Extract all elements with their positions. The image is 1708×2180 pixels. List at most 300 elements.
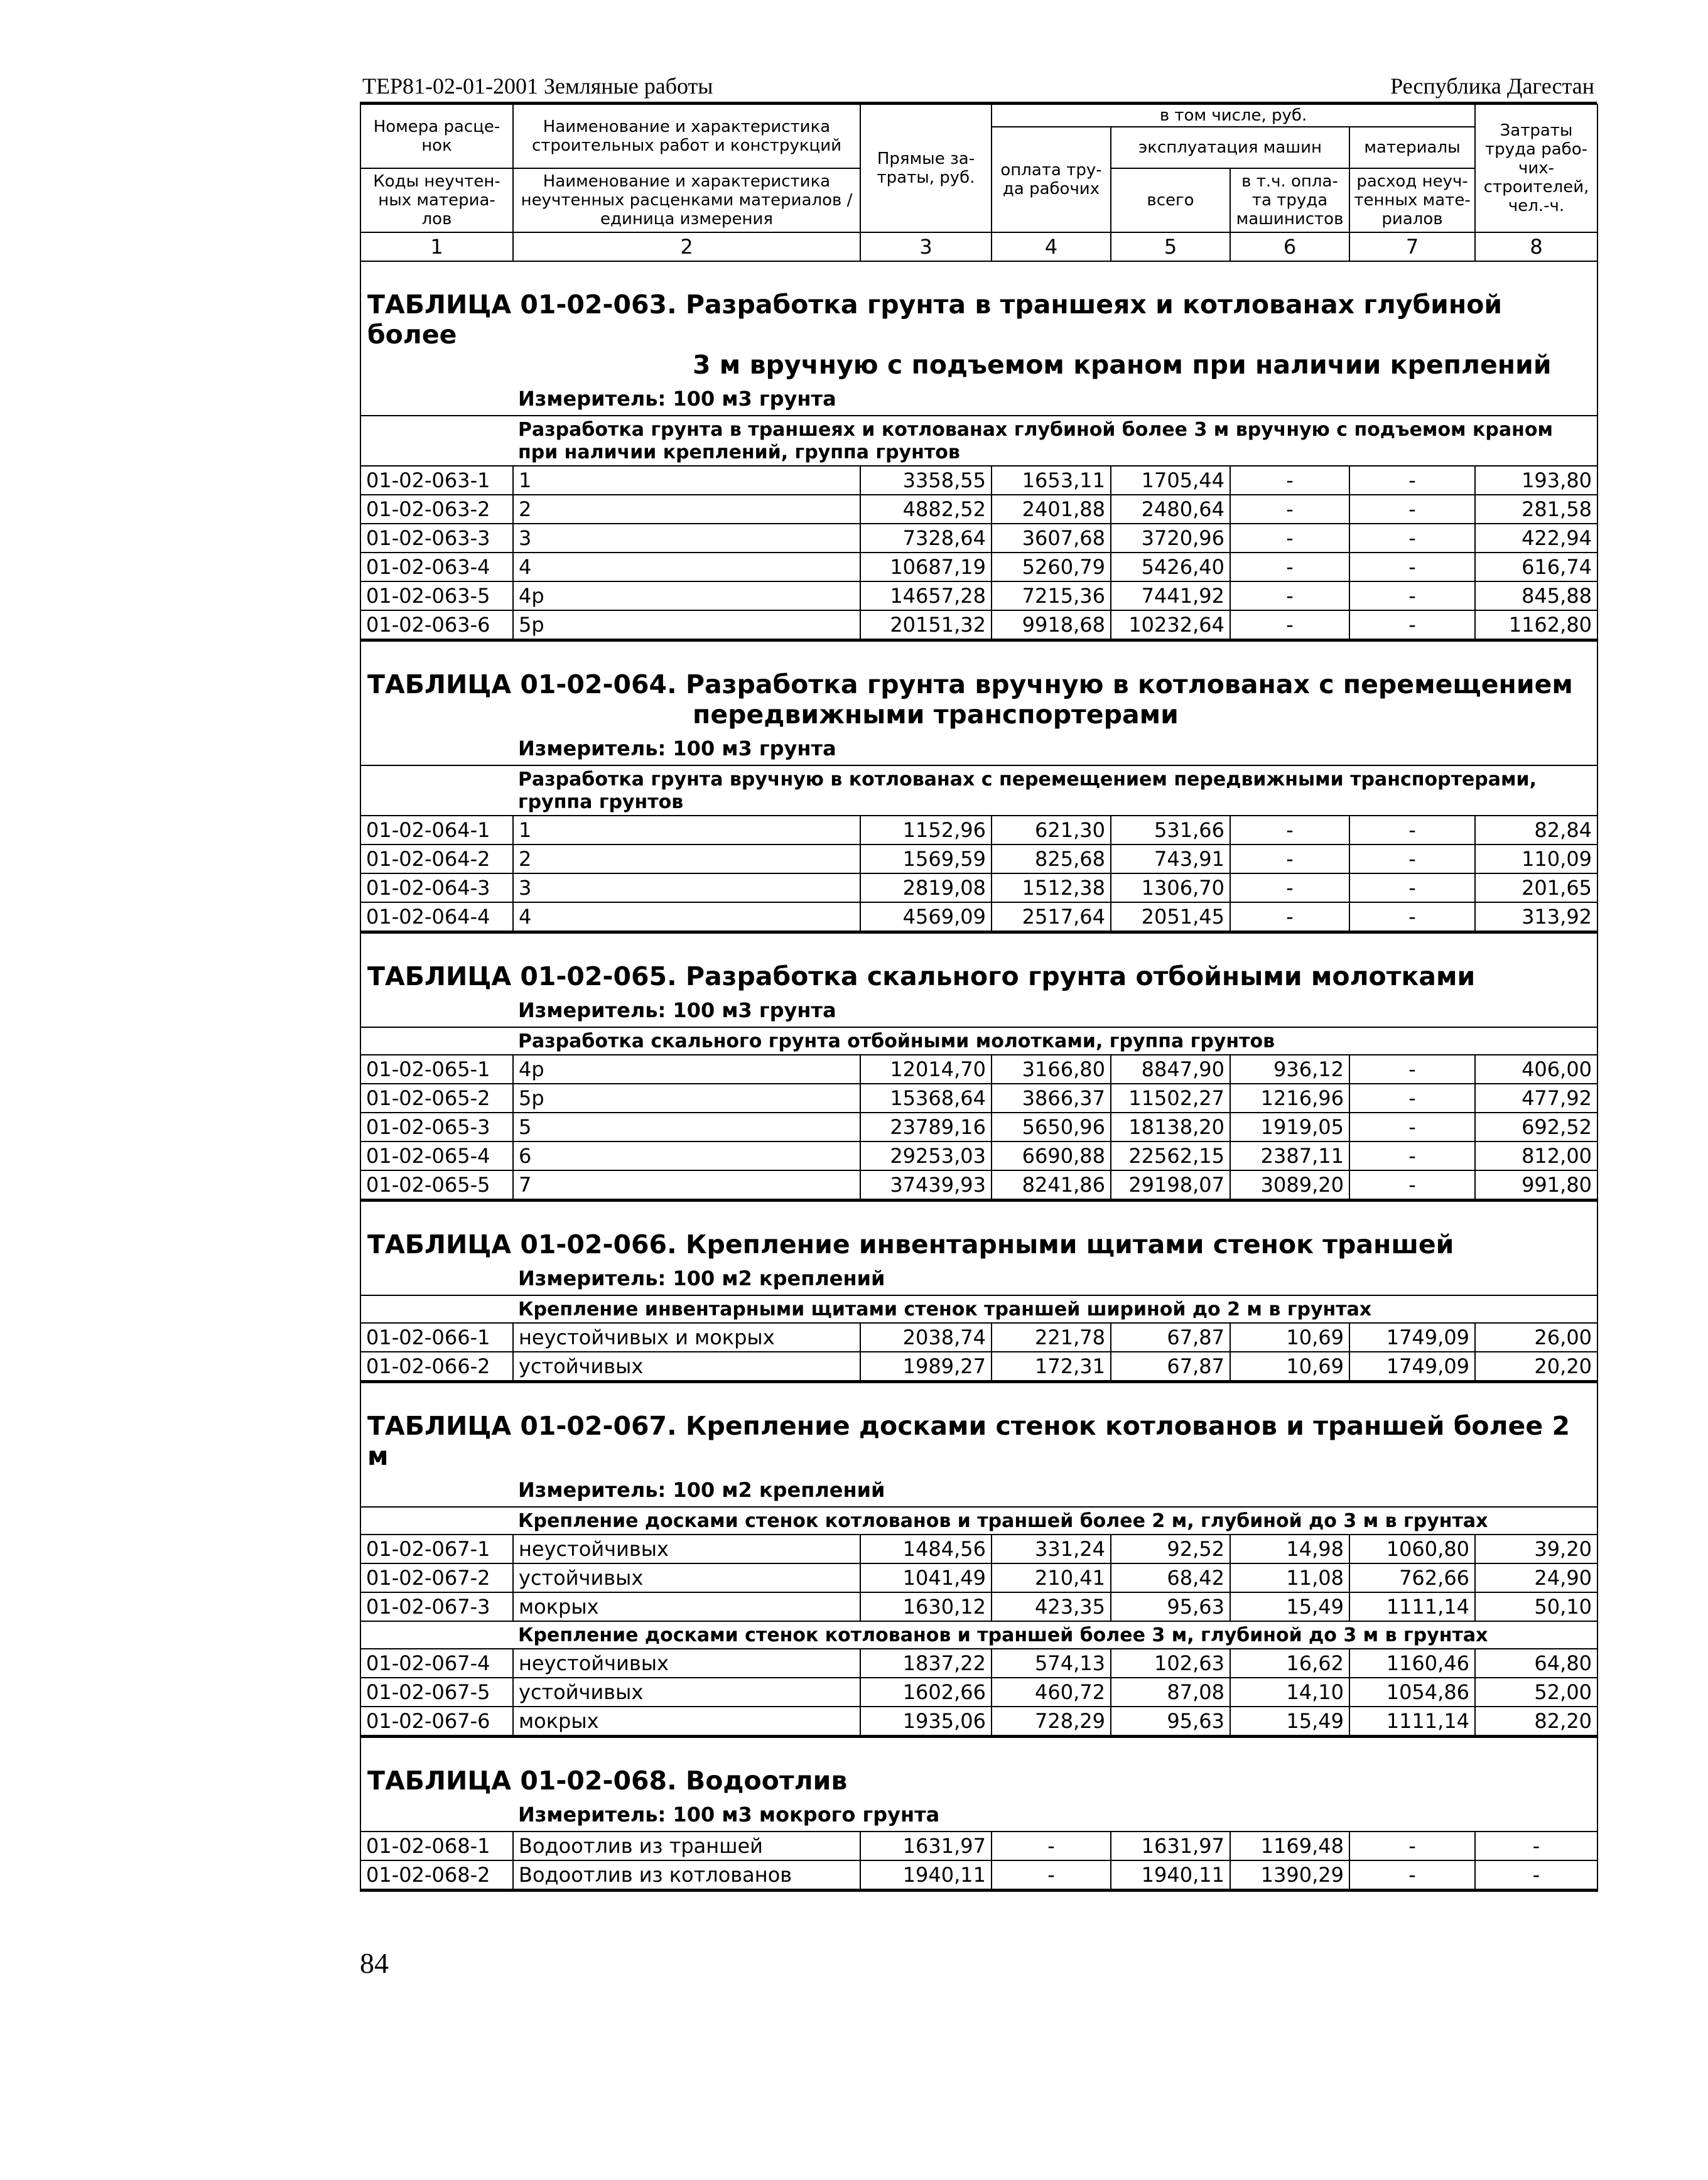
direct-costs: 37439,93	[860, 1170, 992, 1201]
machines-total: 1705,44	[1111, 466, 1230, 495]
header-rate-numbers: Номера расце-нок	[360, 104, 513, 168]
operators-pay: -	[1230, 524, 1349, 553]
column-number: 3	[860, 232, 992, 261]
subheading-row	[360, 1295, 1597, 1323]
rate-code: 01-02-067-4	[360, 1649, 513, 1678]
table-title	[361, 262, 1597, 382]
work-description: 3	[513, 524, 860, 553]
table-row	[360, 1323, 1597, 1352]
machines-total: 29198,07	[1111, 1170, 1230, 1201]
header-labor-costs: Затраты труда рабо-чих-строителей, чел.-ч.	[1475, 104, 1597, 232]
table-row	[360, 1141, 1597, 1170]
header-materials: материалы	[1349, 127, 1475, 168]
document-page	[360, 69, 1597, 1892]
header-machines-total: всего	[1111, 168, 1230, 232]
direct-costs: 23789,16	[860, 1113, 992, 1141]
operators-pay: 1919,05	[1230, 1113, 1349, 1141]
workers-pay: 2401,88	[992, 495, 1111, 524]
running-header	[360, 69, 1597, 104]
work-description: 1	[513, 816, 860, 844]
direct-costs: 1940,11	[860, 1860, 992, 1891]
labor-hours: 82,20	[1475, 1707, 1597, 1737]
direct-costs: 1152,96	[860, 816, 992, 844]
column-number: 8	[1475, 232, 1597, 261]
operators-pay: 11,08	[1230, 1563, 1349, 1592]
operators-pay: 10,69	[1230, 1352, 1349, 1382]
operators-pay: 1169,48	[1230, 1832, 1349, 1860]
table-title-text: Разработка грунта вручную в котлованах с перемещением	[685, 669, 1573, 699]
group-subheading: Разработка скального грунта отбойными молотками, группа грунтов	[360, 1027, 1597, 1055]
table-meter-row	[360, 1262, 1597, 1295]
column-header	[360, 104, 1597, 261]
group-subheading: Разработка грунта вручную в котлованах с перемещением передвижными транспортерами, группа грунтов	[360, 765, 1597, 816]
rate-code: 01-02-067-2	[360, 1563, 513, 1592]
materials-cost: -	[1349, 844, 1475, 873]
table-row	[360, 1113, 1597, 1141]
operators-pay: 1390,29	[1230, 1860, 1349, 1891]
machines-total: 531,66	[1111, 816, 1230, 844]
workers-pay: 9918,68	[992, 610, 1111, 640]
materials-cost: -	[1349, 1860, 1475, 1891]
header-region: Республика Дагестан	[1390, 73, 1594, 99]
header-unaccounted-materials: расход неуч-тенных мате-риалов	[1349, 168, 1475, 232]
workers-pay: 3866,37	[992, 1084, 1111, 1113]
machines-total: 68,42	[1111, 1563, 1230, 1592]
direct-costs: 20151,32	[860, 610, 992, 640]
table-title-text: Водоотлив	[685, 1766, 848, 1796]
table-number: ТАБЛИЦА 01-02-067.	[367, 1411, 677, 1441]
table-row	[360, 553, 1597, 581]
table-row	[360, 1055, 1597, 1084]
table-row	[360, 610, 1597, 640]
operators-pay: -	[1230, 902, 1349, 932]
rate-code: 01-02-063-4	[360, 553, 513, 581]
rate-code: 01-02-067-5	[360, 1678, 513, 1707]
rates-table	[360, 104, 1598, 1892]
table-meter-row	[360, 1474, 1597, 1507]
materials-cost: 1060,80	[1349, 1535, 1475, 1563]
work-description: мокрых	[513, 1707, 860, 1737]
materials-cost: -	[1349, 1113, 1475, 1141]
work-description: неустойчивых	[513, 1535, 860, 1563]
work-description: 5р	[513, 610, 860, 640]
group-subheading: Крепление инвентарными щитами стенок траншей шириной до 2 м в грунтах	[360, 1295, 1597, 1323]
rate-code: 01-02-067-1	[360, 1535, 513, 1563]
machines-total: 22562,15	[1111, 1141, 1230, 1170]
work-description: 5р	[513, 1084, 860, 1113]
workers-pay: -	[992, 1860, 1111, 1891]
table-title-text: Крепление инвентарными щитами стенок траншей	[685, 1229, 1454, 1260]
workers-pay: 574,13	[992, 1649, 1111, 1678]
workers-pay: 423,35	[992, 1592, 1111, 1621]
workers-pay: 210,41	[992, 1563, 1111, 1592]
operators-pay: -	[1230, 844, 1349, 873]
table-title-row	[360, 932, 1597, 995]
direct-costs: 1631,97	[860, 1832, 992, 1860]
subheading-row	[360, 1507, 1597, 1535]
work-description: устойчивых	[513, 1352, 860, 1382]
table-meter: Измеритель: 100 м3 мокрого грунта	[360, 1798, 1597, 1832]
materials-cost: -	[1349, 816, 1475, 844]
table-meter-row	[360, 382, 1597, 416]
work-description: 5	[513, 1113, 860, 1141]
table-title-continuation: передвижными транспортерами	[693, 699, 1179, 730]
rate-code: 01-02-068-2	[360, 1860, 513, 1891]
materials-cost: -	[1349, 1832, 1475, 1860]
column-number: 6	[1230, 232, 1349, 261]
table-meter: Измеритель: 100 м3 грунта	[360, 732, 1597, 765]
column-number: 4	[992, 232, 1111, 261]
rate-code: 01-02-067-6	[360, 1707, 513, 1737]
labor-hours: 64,80	[1475, 1649, 1597, 1678]
operators-pay: -	[1230, 466, 1349, 495]
subheading-row	[360, 1027, 1597, 1055]
group-subheading: Крепление досками стенок котлованов и траншей более 3 м, глубиной до 3 м в грунтах	[360, 1621, 1597, 1649]
operators-pay: 16,62	[1230, 1649, 1349, 1678]
workers-pay: 728,29	[992, 1707, 1111, 1737]
labor-hours: 616,74	[1475, 553, 1597, 581]
direct-costs: 10687,19	[860, 553, 992, 581]
rate-code: 01-02-064-2	[360, 844, 513, 873]
direct-costs: 1484,56	[860, 1535, 992, 1563]
materials-cost: 1160,46	[1349, 1649, 1475, 1678]
group-subheading: Разработка грунта в траншеях и котлованах глубиной более 3 м вручную с подъемом краном при наличии креплений, группа грунтов	[360, 416, 1597, 466]
work-description: неустойчивых	[513, 1649, 860, 1678]
table-title-text: Крепление досками стенок котлованов и траншей более 2 м	[367, 1411, 1570, 1471]
direct-costs: 7328,64	[860, 524, 992, 553]
table-meter-row	[360, 1798, 1597, 1832]
table-row	[360, 1592, 1597, 1621]
header-direct-costs: Прямые за-траты, руб.	[860, 104, 992, 232]
materials-cost: -	[1349, 610, 1475, 640]
materials-cost: -	[1349, 873, 1475, 902]
table-row	[360, 873, 1597, 902]
operators-pay: 1216,96	[1230, 1084, 1349, 1113]
direct-costs: 3358,55	[860, 466, 992, 495]
machines-total: 10232,64	[1111, 610, 1230, 640]
column-number: 2	[513, 232, 860, 261]
header-document-title: ТЕР81-02-01-2001 Земляные работы	[362, 73, 713, 99]
work-description: 7	[513, 1170, 860, 1201]
direct-costs: 1935,06	[860, 1707, 992, 1737]
subheading-row	[360, 1621, 1597, 1649]
labor-hours: 193,80	[1475, 466, 1597, 495]
work-description: 4	[513, 902, 860, 932]
operators-pay: 936,12	[1230, 1055, 1349, 1084]
header-including: в том числе, руб.	[992, 104, 1475, 127]
rate-code: 01-02-063-3	[360, 524, 513, 553]
workers-pay: 331,24	[992, 1535, 1111, 1563]
direct-costs: 4882,52	[860, 495, 992, 524]
work-description: 4р	[513, 581, 860, 610]
labor-hours: 422,94	[1475, 524, 1597, 553]
workers-pay: 621,30	[992, 816, 1111, 844]
subheading-row	[360, 765, 1597, 816]
labor-hours: 110,09	[1475, 844, 1597, 873]
workers-pay: 460,72	[992, 1678, 1111, 1707]
machines-total: 8847,90	[1111, 1055, 1230, 1084]
labor-hours: 52,00	[1475, 1678, 1597, 1707]
labor-hours: 477,92	[1475, 1084, 1597, 1113]
workers-pay: 3607,68	[992, 524, 1111, 553]
operators-pay: -	[1230, 816, 1349, 844]
rate-code: 01-02-064-1	[360, 816, 513, 844]
direct-costs: 1630,12	[860, 1592, 992, 1621]
labor-hours: 406,00	[1475, 1055, 1597, 1084]
machines-total: 1631,97	[1111, 1832, 1230, 1860]
workers-pay: 172,31	[992, 1352, 1111, 1382]
rate-code: 01-02-068-1	[360, 1832, 513, 1860]
materials-cost: -	[1349, 902, 1475, 932]
table-meter: Измеритель: 100 м3 грунта	[360, 994, 1597, 1027]
machines-total: 87,08	[1111, 1678, 1230, 1707]
direct-costs: 1569,59	[860, 844, 992, 873]
direct-costs: 1989,27	[860, 1352, 992, 1382]
rate-code: 01-02-065-2	[360, 1084, 513, 1113]
workers-pay: 1512,38	[992, 873, 1111, 902]
table-row	[360, 1084, 1597, 1113]
rate-code: 01-02-063-6	[360, 610, 513, 640]
workers-pay: 825,68	[992, 844, 1111, 873]
materials-cost: 1111,14	[1349, 1707, 1475, 1737]
rate-code: 01-02-064-3	[360, 873, 513, 902]
rate-code: 01-02-065-3	[360, 1113, 513, 1141]
table-meter: Измеритель: 100 м2 креплений	[360, 1262, 1597, 1295]
labor-hours: 24,90	[1475, 1563, 1597, 1592]
table-title-row	[360, 640, 1597, 733]
materials-cost: -	[1349, 1141, 1475, 1170]
direct-costs: 4569,09	[860, 902, 992, 932]
table-row	[360, 1678, 1597, 1707]
group-subheading: Крепление досками стенок котлованов и траншей более 2 м, глубиной до 3 м в грунтах	[360, 1507, 1597, 1535]
labor-hours: -	[1475, 1860, 1597, 1891]
table-row	[360, 1352, 1597, 1382]
labor-hours: 1162,80	[1475, 610, 1597, 640]
work-description: 2	[513, 844, 860, 873]
operators-pay: 15,49	[1230, 1592, 1349, 1621]
header-workers-pay: оплата тру-да рабочих	[992, 127, 1111, 232]
table-title-text: Разработка грунта в траншеях и котлованах глубиной более	[367, 289, 1503, 350]
machines-total: 5426,40	[1111, 553, 1230, 581]
workers-pay: -	[992, 1832, 1111, 1860]
work-description: Водоотлив из котлованов	[513, 1860, 860, 1891]
labor-hours: 26,00	[1475, 1323, 1597, 1352]
table-row	[360, 466, 1597, 495]
header-work-name: Наименование и характеристика строительных работ и конструкций	[513, 104, 860, 168]
header-material-codes: Коды неучтен-ных материа-лов	[360, 168, 513, 232]
direct-costs: 1602,66	[860, 1678, 992, 1707]
table-row	[360, 524, 1597, 553]
materials-cost: -	[1349, 553, 1475, 581]
machines-total: 2051,45	[1111, 902, 1230, 932]
workers-pay: 2517,64	[992, 902, 1111, 932]
direct-costs: 1041,49	[860, 1563, 992, 1592]
rate-code: 01-02-063-2	[360, 495, 513, 524]
machines-total: 67,87	[1111, 1352, 1230, 1382]
work-description: мокрых	[513, 1592, 860, 1621]
rate-code: 01-02-063-5	[360, 581, 513, 610]
workers-pay: 5650,96	[992, 1113, 1111, 1141]
table-title	[361, 1738, 1597, 1798]
table-number: ТАБЛИЦА 01-02-063.	[367, 289, 677, 320]
table-row	[360, 1535, 1597, 1563]
rate-code: 01-02-066-2	[360, 1352, 513, 1382]
workers-pay: 1653,11	[992, 466, 1111, 495]
materials-cost: 1111,14	[1349, 1592, 1475, 1621]
table-number: ТАБЛИЦА 01-02-065.	[367, 961, 677, 991]
rate-code: 01-02-064-4	[360, 902, 513, 932]
labor-hours: 692,52	[1475, 1113, 1597, 1141]
operators-pay: 2387,11	[1230, 1141, 1349, 1170]
table-row	[360, 495, 1597, 524]
table-row	[360, 1860, 1597, 1891]
table-number: ТАБЛИЦА 01-02-066.	[367, 1229, 677, 1260]
table-row	[360, 816, 1597, 844]
materials-cost: -	[1349, 581, 1475, 610]
direct-costs: 15368,64	[860, 1084, 992, 1113]
workers-pay: 7215,36	[992, 581, 1111, 610]
table-title-row	[360, 1201, 1597, 1263]
table-number: ТАБЛИЦА 01-02-064.	[367, 669, 677, 699]
labor-hours: 281,58	[1475, 495, 1597, 524]
rate-code: 01-02-065-5	[360, 1170, 513, 1201]
column-number: 5	[1111, 232, 1230, 261]
table-meter: Измеритель: 100 м3 грунта	[360, 382, 1597, 416]
labor-hours: 20,20	[1475, 1352, 1597, 1382]
table-title-row	[360, 1382, 1597, 1474]
materials-cost: -	[1349, 466, 1475, 495]
table-row	[360, 844, 1597, 873]
header-machine-operation: эксплуатация машин	[1111, 127, 1349, 168]
table-row	[360, 1707, 1597, 1737]
materials-cost: -	[1349, 1084, 1475, 1113]
table-title	[361, 1202, 1597, 1262]
machines-total: 1306,70	[1111, 873, 1230, 902]
rate-code: 01-02-067-3	[360, 1592, 513, 1621]
direct-costs: 1837,22	[860, 1649, 992, 1678]
direct-costs: 2819,08	[860, 873, 992, 902]
labor-hours: -	[1475, 1832, 1597, 1860]
header-material-name: Наименование и характеристика неучтенных расценками материалов / единица измерения	[513, 168, 860, 232]
operators-pay: 3089,20	[1230, 1170, 1349, 1201]
rate-code: 01-02-066-1	[360, 1323, 513, 1352]
machines-total: 67,87	[1111, 1323, 1230, 1352]
rate-code: 01-02-065-1	[360, 1055, 513, 1084]
direct-costs: 14657,28	[860, 581, 992, 610]
operators-pay: -	[1230, 610, 1349, 640]
work-description: 2	[513, 495, 860, 524]
work-description: неустойчивых и мокрых	[513, 1323, 860, 1352]
direct-costs: 12014,70	[860, 1055, 992, 1084]
machines-total: 18138,20	[1111, 1113, 1230, 1141]
table-title	[361, 642, 1597, 732]
table-title-row	[360, 1737, 1597, 1799]
operators-pay: -	[1230, 581, 1349, 610]
operators-pay: 10,69	[1230, 1323, 1349, 1352]
page-number: 84	[360, 1947, 389, 1979]
direct-costs: 29253,03	[860, 1141, 992, 1170]
machines-total: 1940,11	[1111, 1860, 1230, 1891]
work-description: 4	[513, 553, 860, 581]
work-description: устойчивых	[513, 1678, 860, 1707]
materials-cost: -	[1349, 495, 1475, 524]
operators-pay: -	[1230, 495, 1349, 524]
labor-hours: 313,92	[1475, 902, 1597, 932]
machines-total: 2480,64	[1111, 495, 1230, 524]
labor-hours: 82,84	[1475, 816, 1597, 844]
table-title-continuation: 3 м вручную с подъемом краном при наличии креплений	[693, 350, 1552, 380]
work-description: 3	[513, 873, 860, 902]
rate-code: 01-02-065-4	[360, 1141, 513, 1170]
table-row	[360, 1170, 1597, 1201]
work-description: 4р	[513, 1055, 860, 1084]
table-title	[361, 934, 1597, 994]
machines-total: 7441,92	[1111, 581, 1230, 610]
work-description: 6	[513, 1141, 860, 1170]
labor-hours: 991,80	[1475, 1170, 1597, 1201]
subheading-row	[360, 416, 1597, 466]
workers-pay: 3166,80	[992, 1055, 1111, 1084]
work-description: устойчивых	[513, 1563, 860, 1592]
materials-cost: -	[1349, 1170, 1475, 1201]
rate-code: 01-02-063-1	[360, 466, 513, 495]
workers-pay: 221,78	[992, 1323, 1111, 1352]
labor-hours: 845,88	[1475, 581, 1597, 610]
labor-hours: 812,00	[1475, 1141, 1597, 1170]
machines-total: 95,63	[1111, 1592, 1230, 1621]
workers-pay: 8241,86	[992, 1170, 1111, 1201]
materials-cost: 1054,86	[1349, 1678, 1475, 1707]
machines-total: 102,63	[1111, 1649, 1230, 1678]
table-number: ТАБЛИЦА 01-02-068.	[367, 1766, 677, 1796]
header-operators-pay: в т.ч. опла-та труда машинистов	[1230, 168, 1349, 232]
operators-pay: 15,49	[1230, 1707, 1349, 1737]
labor-hours: 50,10	[1475, 1592, 1597, 1621]
machines-total: 3720,96	[1111, 524, 1230, 553]
table-title-text: Разработка скального грунта отбойными молотками	[685, 961, 1476, 991]
machines-total: 92,52	[1111, 1535, 1230, 1563]
labor-hours: 201,65	[1475, 873, 1597, 902]
labor-hours: 39,20	[1475, 1535, 1597, 1563]
table-row	[360, 1649, 1597, 1678]
column-number: 7	[1349, 232, 1475, 261]
machines-total: 95,63	[1111, 1707, 1230, 1737]
materials-cost: 1749,09	[1349, 1323, 1475, 1352]
table-meter: Измеритель: 100 м2 креплений	[360, 1474, 1597, 1507]
operators-pay: 14,98	[1230, 1535, 1349, 1563]
work-description: Водоотлив из траншей	[513, 1832, 860, 1860]
table-sections	[360, 261, 1597, 1891]
machines-total: 11502,27	[1111, 1084, 1230, 1113]
table-row	[360, 1832, 1597, 1860]
table-meter-row	[360, 994, 1597, 1027]
direct-costs: 2038,74	[860, 1323, 992, 1352]
machines-total: 743,91	[1111, 844, 1230, 873]
materials-cost: -	[1349, 524, 1475, 553]
table-title	[361, 1383, 1597, 1474]
operators-pay: -	[1230, 873, 1349, 902]
table-title-row	[360, 261, 1597, 382]
table-row	[360, 1563, 1597, 1592]
table-row	[360, 902, 1597, 932]
materials-cost: -	[1349, 1055, 1475, 1084]
table-meter-row	[360, 732, 1597, 765]
workers-pay: 5260,79	[992, 553, 1111, 581]
materials-cost: 762,66	[1349, 1563, 1475, 1592]
operators-pay: -	[1230, 553, 1349, 581]
work-description: 1	[513, 466, 860, 495]
workers-pay: 6690,88	[992, 1141, 1111, 1170]
